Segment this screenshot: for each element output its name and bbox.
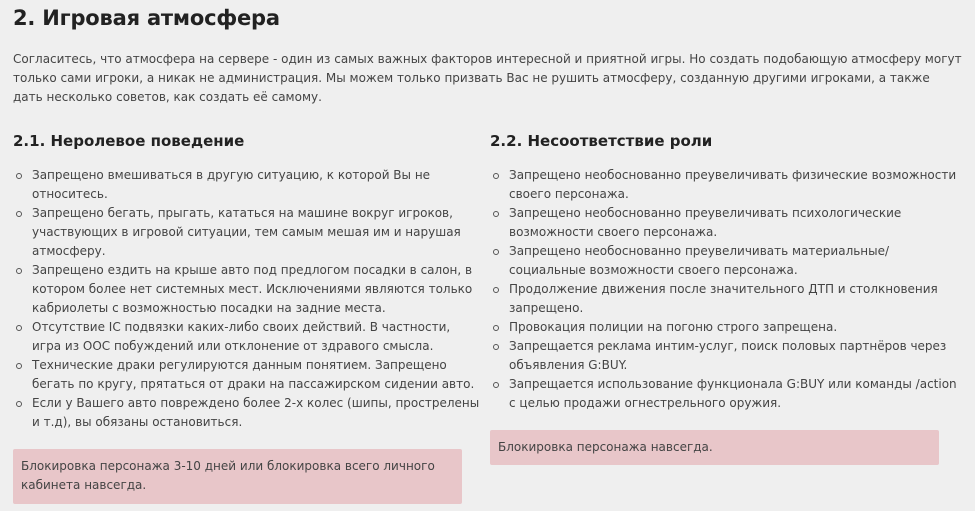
list-item: Запрещено необоснованно преувеличивать материальные/ социальные возможности своего персонажа. [490,242,960,280]
list-item: Провокация полиции на погоню строго запрещена. [490,318,960,337]
subsection-role-mismatch [490,130,960,413]
list-item: Запрещено бегать, прыгать, кататься на машине вокруг игроков, участвующих в игровой ситуации, тем самым мешая им и нарушая атмосферу. [13,204,481,261]
list-item: Запрещено вмешиваться в другую ситуацию, к которой Вы не относитесь. [13,166,481,204]
list-item: Запрещается использование функционала G:BUY или команды /action с целью продажи огнестрельного оружия. [490,375,960,413]
list-item: Запрещается реклама интим-услуг, поиск половых партнёров через объявления G:BUY. [490,337,960,375]
list-item: Отсутствие IC подвязки каких-либо своих действий. В частности, игра из OOC побуждений или отклонение от здравого смысла. [13,318,481,356]
subsection-title: 2.2. Несоответствие роли [490,132,713,150]
list-item: Запрещено необоснованно преувеличивать психологические возможности своего персонажа. [490,204,960,242]
list-item: Запрещено необоснованно преувеличивать физические возможности своего персонажа. [490,166,960,204]
list-item: Если у Вашего авто повреждено более 2-х колес (шипы, прострелены и т.д), вы обязаны остановиться. [13,394,481,432]
section-title: 2. Игровая атмосфера [13,6,280,30]
rules-list [490,166,960,413]
penalty-box-left: Блокировка персонажа 3-10 дней или блокировка всего личного кабинета навсегда. [13,449,462,504]
section-intro: Согласитесь, что атмосфера на сервере - один из самых важных факторов интересной и приятной игры. Но создать подобающую атмосферу могут только сами игроки, а никак не администрация. Мы можем только призвать Вас не рушить атмосферу, созданную другими игроками, а также дать несколько советов, как создать её самому. [13,52,962,104]
rules-list [13,166,481,432]
list-item: Технические драки регулируются данным понятием. Запрещено бегать по кругу, прятаться от драки на пассажирском сидении авто. [13,356,481,394]
list-item: Запрещено ездить на крыше авто под предлогом посадки в салон, в котором более нет системных мест. Исключениями являются только кабриолеты с возможностью посадки на задние места. [13,261,481,318]
penalty-box-right: Блокировка персонажа навсегда. [490,430,939,465]
list-item: Продолжение движения после значительного ДТП и столкновения запрещено. [490,280,960,318]
subsection-title: 2.1. Неролевое поведение [13,132,245,150]
subsection-nonrp-behavior [13,130,481,432]
